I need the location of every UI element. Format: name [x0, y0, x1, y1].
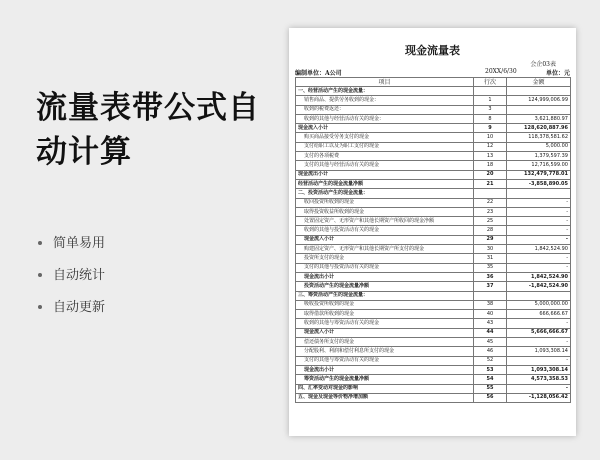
row-line-no: 54 [474, 375, 507, 384]
row-item: 支付的各项税费 [296, 152, 474, 161]
row-amount: -1,842,524.90 [507, 282, 571, 291]
row-amount: - [507, 226, 571, 235]
table-row [296, 189, 571, 198]
row-line-no: 36 [474, 272, 507, 281]
feature-list [38, 236, 105, 332]
row-item: 现金流入小计 [296, 235, 474, 244]
row-line-no: 53 [474, 365, 507, 374]
table-row [296, 207, 571, 216]
row-amount: - [507, 254, 571, 263]
row-amount: - [507, 198, 571, 207]
row-item: 现金流入小计 [296, 328, 474, 337]
feature-label: 自动更新 [53, 300, 106, 315]
row-line-no: 30 [474, 245, 507, 254]
table-row [296, 263, 571, 272]
row-line-no: 9 [474, 124, 507, 133]
table-row [296, 365, 571, 374]
table-row [296, 96, 571, 105]
row-amount: 666,666.67 [507, 310, 571, 319]
row-amount: 124,999,006.99 [507, 96, 571, 105]
table-row [296, 254, 571, 263]
row-amount: 5,666,666.67 [507, 328, 571, 337]
row-line-no: 20 [474, 170, 507, 179]
row-amount: - [507, 384, 571, 393]
row-amount: 3,621,880.97 [507, 114, 571, 123]
row-amount: -3,858,890.05 [507, 179, 571, 188]
table-row [296, 170, 571, 179]
bullet-dot-icon [38, 305, 42, 309]
row-item: 取得借款所收到的现金 [296, 310, 474, 319]
feature-item [38, 268, 105, 300]
header-item: 项目 [296, 78, 474, 87]
row-item: 分配股利、利润和偿付利息所支付的现金 [296, 347, 474, 356]
row-item: 购建固定资产、无形资产和其他长期资产所支付的现金 [296, 245, 474, 254]
table-row [296, 87, 571, 96]
table-row [296, 124, 571, 133]
bullet-dot-icon [38, 273, 42, 277]
table-row [296, 198, 571, 207]
row-line-no: 28 [474, 226, 507, 235]
row-item: 现金流出小计 [296, 170, 474, 179]
row-amount: -1,128,056.42 [507, 393, 571, 402]
currency-unit: 单位：元 [545, 70, 570, 77]
row-amount: 1,842,524.90 [507, 272, 571, 281]
row-line-no: 55 [474, 384, 507, 393]
row-line-no: 22 [474, 198, 507, 207]
table-row [296, 142, 571, 151]
row-item: 现金流入小计 [296, 124, 474, 133]
row-line-no: 37 [474, 282, 507, 291]
row-item: 偿还债务所支付的现金 [296, 338, 474, 347]
row-amount: 5,000,000.00 [507, 300, 571, 309]
table-row [296, 179, 571, 188]
row-item: 支付的其他与筹资活动有关的现金 [296, 356, 474, 365]
feature-label: 简单易用 [53, 236, 106, 251]
sheet-title: 现金流量表 [405, 44, 460, 57]
row-line-no: 21 [474, 179, 507, 188]
row-item: 投资所支付的现金 [296, 254, 474, 263]
row-amount: 1,379,597.39 [507, 152, 571, 161]
row-line-no [474, 291, 507, 300]
table-row [296, 338, 571, 347]
row-line-no: 12 [474, 142, 507, 151]
row-line-no: 56 [474, 393, 507, 402]
headline: 流量表带公式自动计算 [36, 90, 260, 170]
row-item: 四、汇率变动对现金的影响 [296, 384, 474, 393]
row-amount: 128,620,887.96 [507, 124, 571, 133]
row-line-no: 40 [474, 310, 507, 319]
header-amount: 金额 [507, 78, 571, 87]
table-row [296, 375, 571, 384]
feature-item [38, 300, 105, 332]
row-item: 现金流出小计 [296, 365, 474, 374]
row-amount [507, 105, 571, 114]
row-amount: 118,378,581.62 [507, 133, 571, 142]
row-item: 收到的税费返还： [296, 105, 474, 114]
company-label: 编制单位：A公司 [295, 70, 342, 77]
row-item: 收到的其他与投资活动有关的现金 [296, 226, 474, 235]
row-line-no: 25 [474, 217, 507, 226]
table-row [296, 291, 571, 300]
row-line-no: 8 [474, 114, 507, 123]
row-amount: 1,093,308.14 [507, 365, 571, 374]
row-item: 一、经营活动产生的现金流量： [296, 87, 474, 96]
row-item: 经营活动产生的现金流量净额 [296, 179, 474, 188]
row-item: 支付给职工以及为职工支付的现金 [296, 142, 474, 151]
row-amount [507, 87, 571, 96]
row-line-no: 18 [474, 161, 507, 170]
table-row [296, 152, 571, 161]
table-row [296, 347, 571, 356]
table-row [296, 217, 571, 226]
cash-flow-table [295, 77, 571, 403]
row-line-no: 45 [474, 338, 507, 347]
row-item: 投资活动产生的现金流量净额 [296, 282, 474, 291]
table-row [296, 105, 571, 114]
table-row [296, 235, 571, 244]
table-row [296, 356, 571, 365]
row-line-no: 38 [474, 300, 507, 309]
row-line-no: 3 [474, 105, 507, 114]
row-line-no: 35 [474, 263, 507, 272]
row-item: 三、筹资活动产生的现金流量： [296, 291, 474, 300]
header-line-no: 行次 [474, 78, 507, 87]
row-item: 购买商品接受劳务支付的现金 [296, 133, 474, 142]
table-row [296, 384, 571, 393]
row-amount: 4,573,358.53 [507, 375, 571, 384]
row-item: 支付的其他与经营活动有关的现金 [296, 161, 474, 170]
row-item: 收到的其他与经营活动有关的现金： [296, 114, 474, 123]
row-amount: 5,000.00 [507, 142, 571, 151]
row-amount [507, 189, 571, 198]
table-row [296, 161, 571, 170]
row-item: 处置固定资产、无形资产和其他长期资产所收回的现金净额 [296, 217, 474, 226]
row-amount: - [507, 217, 571, 226]
row-item: 收到的其他与筹资活动有关的现金 [296, 319, 474, 328]
row-amount: - [507, 235, 571, 244]
table-row [296, 114, 571, 123]
row-line-no: 44 [474, 328, 507, 337]
table-row [296, 282, 571, 291]
row-item: 支付的其他与投资活动有关的现金 [296, 263, 474, 272]
row-line-no: 46 [474, 347, 507, 356]
row-amount: - [507, 263, 571, 272]
row-item: 五、现金及现金等价物净增加额 [296, 393, 474, 402]
row-line-no [474, 189, 507, 198]
row-amount: - [507, 207, 571, 216]
table-row [296, 310, 571, 319]
row-item: 现金流出小计 [296, 272, 474, 281]
table-row [296, 319, 571, 328]
table-row [296, 393, 571, 402]
feature-item [38, 236, 105, 268]
row-line-no: 52 [474, 356, 507, 365]
form-code: 会企03表 [530, 61, 556, 68]
sheet-meta [295, 68, 570, 77]
row-item: 筹资活动产生的现金流量净额 [296, 375, 474, 384]
feature-label: 自动统计 [53, 268, 106, 283]
table-row [296, 328, 571, 337]
table-header-row [296, 78, 571, 87]
cash-flow-sheet [289, 28, 576, 436]
table-row [296, 245, 571, 254]
bullet-dot-icon [38, 241, 42, 245]
row-amount: - [507, 338, 571, 347]
row-line-no: 43 [474, 319, 507, 328]
row-amount: - [507, 319, 571, 328]
row-line-no: 29 [474, 235, 507, 244]
table-row [296, 226, 571, 235]
row-line-no: 31 [474, 254, 507, 263]
row-item: 销售商品、提供劳务收到的现金： [296, 96, 474, 105]
row-amount: 1,093,308.14 [507, 347, 571, 356]
row-item: 二、投资活动产生的现金流量： [296, 189, 474, 198]
table-row [296, 272, 571, 281]
row-line-no: 13 [474, 152, 507, 161]
row-item: 收回投资所收到的现金 [296, 198, 474, 207]
row-line-no: 23 [474, 207, 507, 216]
row-line-no [474, 87, 507, 96]
row-line-no: 10 [474, 133, 507, 142]
row-amount: - [507, 356, 571, 365]
table-row [296, 300, 571, 309]
row-item: 吸收投资所收到的现金 [296, 300, 474, 309]
row-amount: 1,842,524.90 [507, 245, 571, 254]
row-amount [507, 291, 571, 300]
row-amount: 132,479,778.01 [507, 170, 571, 179]
row-item: 取得投资收益所收到的现金 [296, 207, 474, 216]
row-line-no: 1 [474, 96, 507, 105]
report-date: 20XX/6/30 [485, 68, 517, 75]
table-row [296, 133, 571, 142]
row-amount: 12,716,599.00 [507, 161, 571, 170]
